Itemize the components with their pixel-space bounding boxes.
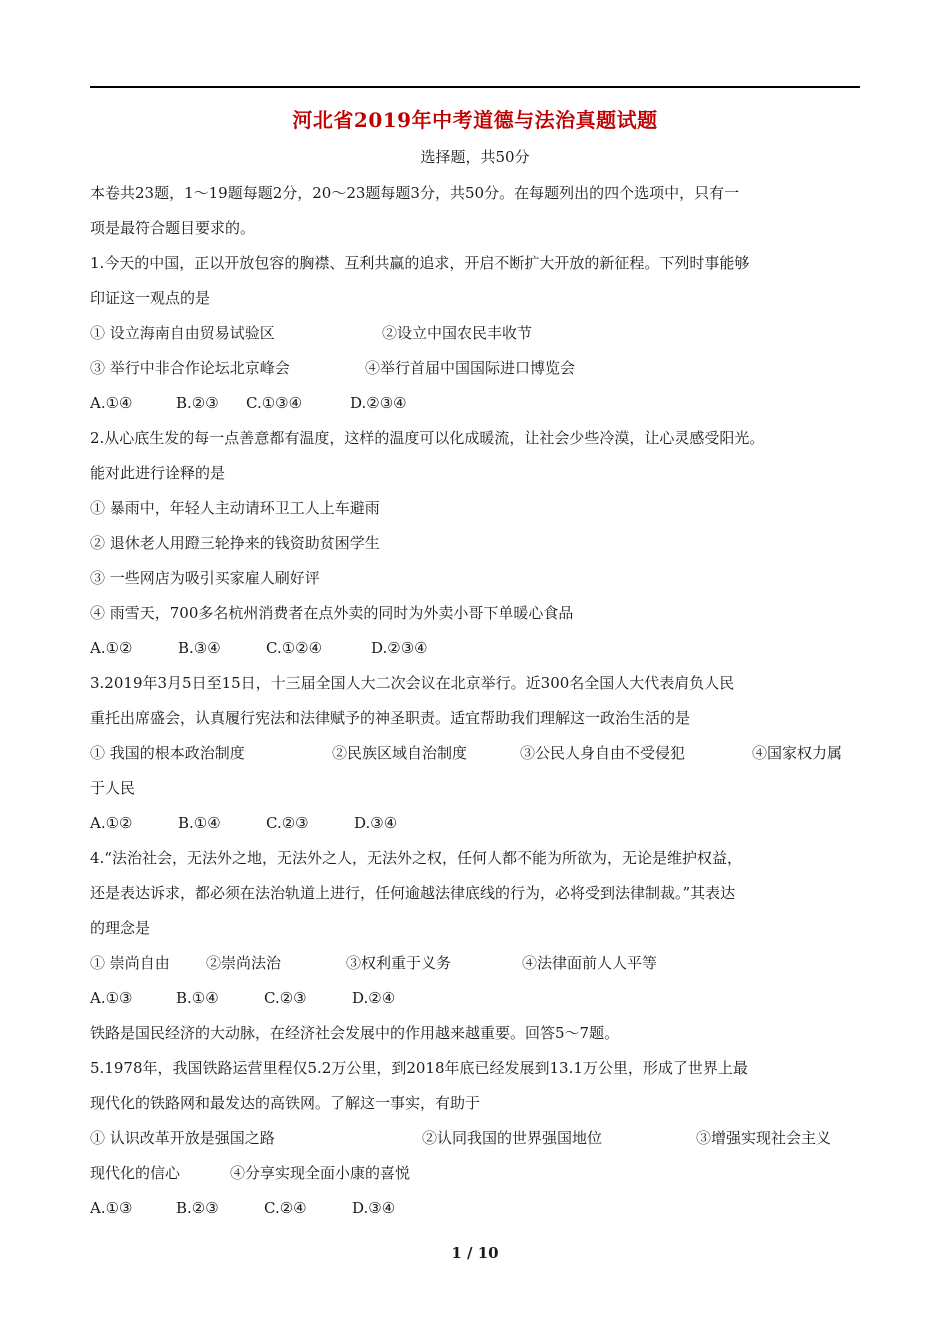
intro-line: 项是最符合题目要求的。	[90, 219, 256, 237]
section-note: 铁路是国民经济的大动脉，在经济社会发展中的作用越来越重要。回答5～7题。	[90, 1024, 620, 1042]
question-body	[90, 176, 870, 1226]
page-number: 1 / 10	[451, 1244, 499, 1262]
statement: ④分享实现全面小康的喜悦	[230, 1164, 411, 1182]
statement: 于人民	[90, 779, 136, 797]
intro-line: 本卷共23题，1～19题每题2分，20～23题每题3分，共50分。在每题列出的四个选项中，只有一	[90, 184, 740, 202]
choice-b: B.③④	[178, 639, 221, 657]
statement: ① 我国的根本政治制度	[90, 744, 245, 762]
choice-b: B.①④	[176, 989, 219, 1007]
choice-a: A.①②	[90, 814, 133, 832]
choice-b: B.②③	[176, 394, 219, 412]
statement: ③ 举行中非合作论坛北京峰会	[90, 359, 290, 377]
question-stem-line: 的理念是	[90, 919, 151, 937]
answer-choices	[90, 1191, 870, 1226]
choice-b: B.②③	[176, 1199, 219, 1217]
choice-d: D.②③④	[350, 394, 407, 412]
statement: ④ 雨雪天，700多名杭州消费者在点外卖的同时为外卖小哥下单暖心食品	[90, 604, 574, 622]
choice-c: C.②③	[266, 814, 309, 832]
statement: ②认同我国的世界强国地位	[422, 1129, 603, 1147]
statement: 现代化的信心	[90, 1164, 181, 1182]
statement: ① 设立海南自由贸易试验区	[90, 324, 275, 342]
statement: ④国家权力属	[752, 744, 843, 762]
statement: ③权利重于义务	[346, 954, 452, 972]
choice-d: D.②③④	[371, 639, 428, 657]
statement: ③增强实现社会主义	[696, 1129, 832, 1147]
choice-c: C.②④	[264, 1199, 307, 1217]
header-rule	[90, 86, 860, 88]
choice-c: C.①③④	[246, 394, 303, 412]
statement: ②设立中国农民丰收节	[382, 324, 533, 342]
question-stem-line: 印证这一观点的是	[90, 289, 211, 307]
question-stem-line: 能对此进行诠释的是	[90, 464, 226, 482]
choice-d: D.②④	[352, 989, 396, 1007]
statement: ① 认识改革开放是强国之路	[90, 1129, 275, 1147]
answer-choices	[90, 806, 870, 841]
statement: ③公民人身自由不受侵犯	[520, 744, 686, 762]
choice-a: A.①④	[90, 394, 133, 412]
choice-d: D.③④	[352, 1199, 396, 1217]
question-stem-line: 现代化的铁路网和最发达的高铁网。了解这一事实，有助于	[90, 1094, 481, 1112]
choice-b: B.①④	[178, 814, 221, 832]
document-title: 河北省2019年中考道德与法治真题试题	[292, 108, 658, 132]
choice-c: C.①②④	[266, 639, 323, 657]
choice-c: C.②③	[264, 989, 307, 1007]
question-stem-line: 还是表达诉求，都必须在法治轨道上进行，任何逾越法律底线的行为，必将受到法律制裁。”其表达	[90, 884, 736, 902]
question-stem-line: 4.“法治社会，无法外之地，无法外之人，无法外之权，任何人都不能为所欲为，无论是维护权益，	[90, 849, 742, 867]
statement-line	[90, 1121, 870, 1156]
document-page	[90, 0, 860, 1344]
statement: ④法律面前人人平等	[522, 954, 658, 972]
statement-line	[90, 1156, 870, 1191]
statement: ③ 一些网店为吸引买家雇人刷好评	[90, 569, 320, 587]
answer-choices	[90, 386, 870, 421]
statement-line	[90, 316, 870, 351]
question-stem-line: 3.2019年3月5日至15日，十三届全国人大二次会议在北京举行。近300名全国人大代表肩负人民	[90, 674, 735, 692]
question-stem-line: 2.从心底生发的每一点善意都有温度，这样的温度可以化成暖流，让社会少些冷漠，让心灵感受阳光。	[90, 429, 765, 447]
statement: ②崇尚法治	[206, 954, 282, 972]
statement-line	[90, 946, 870, 981]
statement: ②民族区域自治制度	[332, 744, 468, 762]
statement: ④举行首届中国国际进口博览会	[365, 359, 576, 377]
choice-a: A.①②	[90, 639, 133, 657]
answer-choices	[90, 631, 870, 666]
question-stem-line: 1.今天的中国，正以开放包容的胸襟、互利共赢的追求，开启不断扩大开放的新征程。下列时事能够	[90, 254, 750, 272]
section-subtitle: 选择题，共50分	[420, 148, 530, 166]
choice-a: A.①③	[90, 1199, 133, 1217]
statement: ① 暴雨中，年轻人主动请环卫工人上车避雨	[90, 499, 380, 517]
statement: ① 崇尚自由	[90, 954, 170, 972]
answer-choices	[90, 981, 870, 1016]
question-stem-line: 重托出席盛会，认真履行宪法和法律赋予的神圣职责。适宜帮助我们理解这一政治生活的是	[90, 709, 691, 727]
question-stem-line: 5.1978年，我国铁路运营里程仅5.2万公里，到2018年底已经发展到13.1万公里，形成了世界上最	[90, 1059, 748, 1077]
choice-d: D.③④	[354, 814, 398, 832]
statement-line	[90, 351, 870, 386]
statement-line	[90, 736, 870, 771]
statement: ② 退休老人用蹬三轮挣来的钱资助贫困学生	[90, 534, 380, 552]
choice-a: A.①③	[90, 989, 133, 1007]
